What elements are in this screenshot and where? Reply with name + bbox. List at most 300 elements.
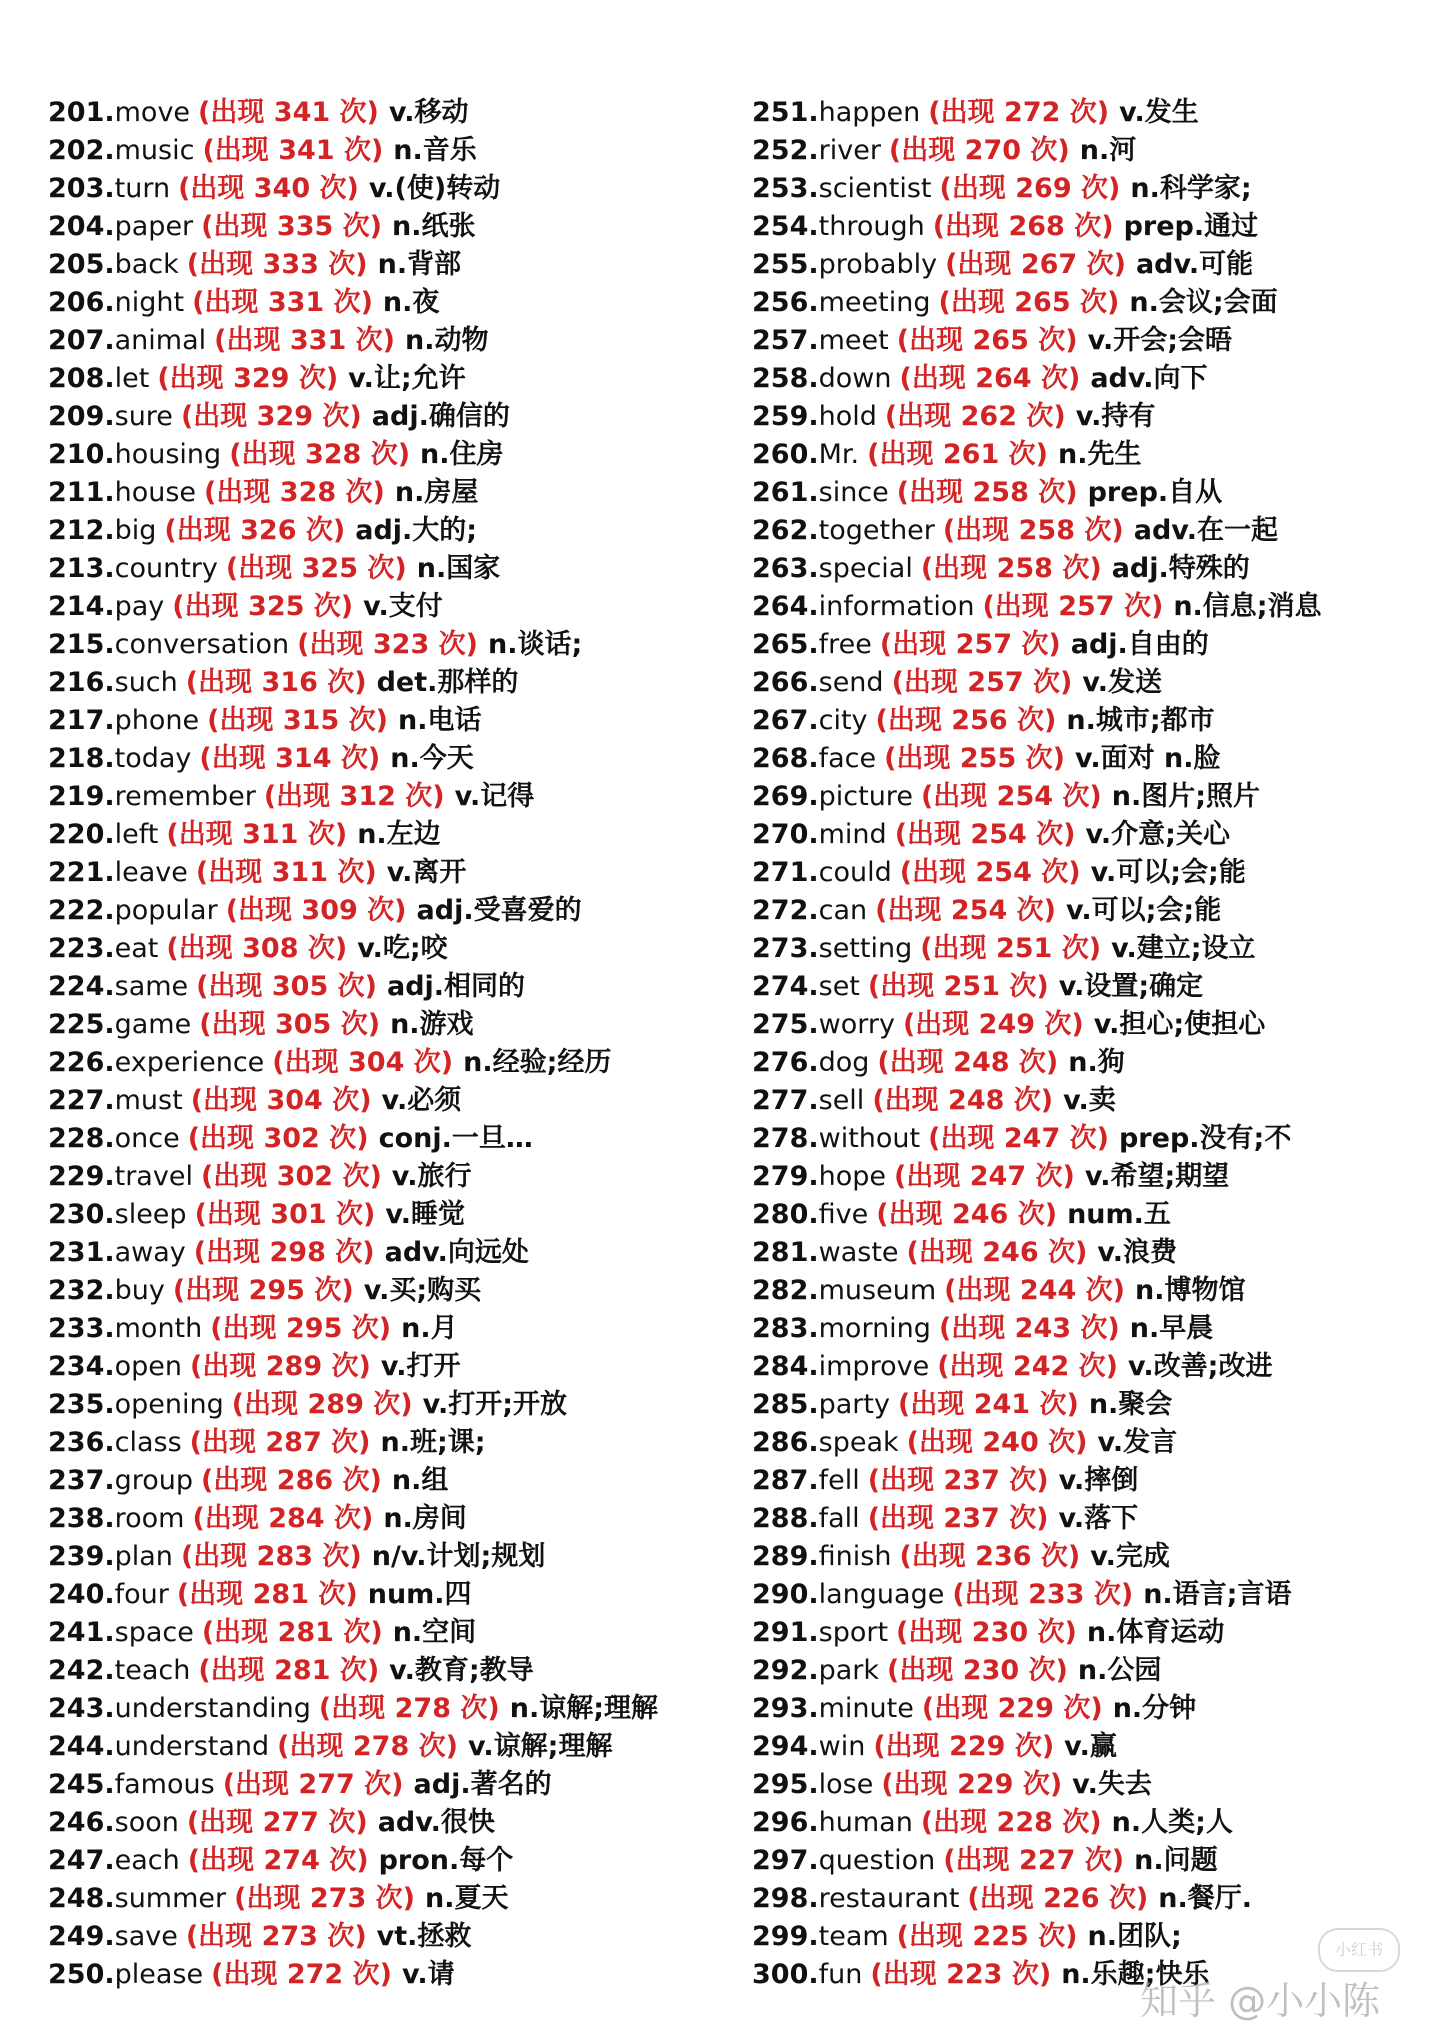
vocab-entry bbox=[752, 132, 1322, 170]
entry-number: 201. bbox=[48, 97, 115, 128]
entry-definition: adj.确信的 bbox=[371, 401, 510, 432]
entry-word: month bbox=[114, 1313, 203, 1344]
vocab-entry bbox=[48, 930, 658, 968]
entry-definition: v.建立;设立 bbox=[1111, 933, 1256, 964]
vocab-entry bbox=[48, 626, 658, 664]
entry-frequency: (出现 244 次) bbox=[944, 1275, 1125, 1306]
entry-number: 287. bbox=[752, 1465, 819, 1496]
entry-definition: v.离开 bbox=[386, 857, 467, 888]
vocab-entry bbox=[752, 1120, 1322, 1158]
entry-word: sport bbox=[818, 1617, 889, 1648]
vocab-entry bbox=[752, 1842, 1322, 1880]
entry-frequency: (出现 251 次) bbox=[920, 933, 1102, 964]
entry-word: eat bbox=[114, 933, 159, 964]
vocab-entry bbox=[752, 170, 1322, 208]
entry-word: can bbox=[818, 895, 868, 926]
entry-definition: v.打开;开放 bbox=[422, 1389, 568, 1420]
vocab-entry bbox=[48, 1082, 658, 1120]
entry-definition: n.住房 bbox=[420, 439, 504, 470]
entry-frequency: (出现 226 次) bbox=[967, 1883, 1149, 1914]
entry-number: 254. bbox=[752, 211, 819, 242]
vocab-entry bbox=[48, 512, 658, 550]
vocab-entry bbox=[752, 398, 1322, 436]
entry-number: 232. bbox=[48, 1275, 115, 1306]
entry-definition: n.早晨 bbox=[1129, 1313, 1214, 1344]
entry-definition: adv.在一起 bbox=[1133, 515, 1278, 546]
entry-frequency: (出现 255 次) bbox=[884, 743, 1065, 774]
entry-frequency: (出现 301 次) bbox=[194, 1199, 376, 1230]
entry-word: four bbox=[114, 1579, 169, 1610]
vocab-entry bbox=[48, 284, 658, 322]
entry-frequency: (出现 243 次) bbox=[938, 1313, 1120, 1344]
entry-frequency: (出现 281 次) bbox=[176, 1579, 358, 1610]
entry-word: waste bbox=[818, 1237, 899, 1268]
entry-frequency: (出现 240 次) bbox=[906, 1427, 1088, 1458]
entry-definition: det.那样的 bbox=[376, 667, 519, 698]
entry-definition: n/v.计划;规划 bbox=[371, 1541, 546, 1572]
entry-frequency: (出现 340 次) bbox=[178, 173, 359, 204]
entry-definition: prep.通过 bbox=[1123, 211, 1259, 242]
entry-number: 293. bbox=[752, 1693, 819, 1724]
entry-number: 231. bbox=[48, 1237, 115, 1268]
entry-frequency: (出现 281 次) bbox=[198, 1655, 380, 1686]
entry-definition: v.买;购买 bbox=[363, 1275, 482, 1306]
entry-word: mind bbox=[818, 819, 887, 850]
entry-word: through bbox=[818, 211, 925, 242]
vocab-entry bbox=[48, 1462, 658, 1500]
entry-definition: n.问题 bbox=[1134, 1845, 1218, 1876]
entry-number: 213. bbox=[48, 553, 115, 584]
vocab-entry bbox=[752, 246, 1322, 284]
entry-word: paper bbox=[114, 211, 194, 242]
entry-definition: v.面对 n.脸 bbox=[1074, 743, 1221, 774]
vocab-entry bbox=[752, 626, 1322, 664]
entry-frequency: (出现 237 次) bbox=[867, 1465, 1049, 1496]
vocab-entry bbox=[752, 360, 1322, 398]
entry-definition: v.教育;教导 bbox=[389, 1655, 534, 1686]
entry-definition: num.四 bbox=[367, 1579, 472, 1610]
entry-definition: conj.一旦… bbox=[378, 1123, 533, 1154]
entry-number: 241. bbox=[48, 1617, 115, 1648]
entry-definition: adj.受喜爱的 bbox=[416, 895, 582, 926]
entry-definition: v.希望;期望 bbox=[1084, 1161, 1230, 1192]
entry-number: 225. bbox=[48, 1009, 115, 1040]
entry-number: 275. bbox=[752, 1009, 819, 1040]
vocab-entry bbox=[48, 360, 658, 398]
vocab-entry bbox=[48, 1234, 658, 1272]
entry-word: room bbox=[114, 1503, 185, 1534]
vocab-entry bbox=[48, 1576, 658, 1614]
entry-definition: n.先生 bbox=[1057, 439, 1142, 470]
vocab-entry bbox=[752, 550, 1322, 588]
entry-number: 286. bbox=[752, 1427, 819, 1458]
entry-frequency: (出现 328 次) bbox=[229, 439, 411, 470]
entry-frequency: (出现 331 次) bbox=[214, 325, 395, 356]
entry-definition: n.班;课; bbox=[380, 1427, 486, 1458]
entry-frequency: (出现 277 次) bbox=[222, 1769, 404, 1800]
entry-definition: v.旅行 bbox=[391, 1161, 472, 1192]
entry-word: hold bbox=[818, 401, 877, 432]
entry-definition: adj.相同的 bbox=[387, 971, 526, 1002]
entry-word: space bbox=[114, 1617, 194, 1648]
vocab-entry bbox=[752, 968, 1322, 1006]
entry-definition: v.发言 bbox=[1097, 1427, 1178, 1458]
entry-frequency: (出现 287 次) bbox=[189, 1427, 371, 1458]
entry-frequency: (出现 323 次) bbox=[297, 629, 478, 660]
vocab-entry bbox=[752, 1272, 1322, 1310]
entry-frequency: (出现 328 次) bbox=[204, 477, 385, 508]
entry-number: 211. bbox=[48, 477, 115, 508]
entry-definition: v.可以;会;能 bbox=[1065, 895, 1222, 926]
entry-frequency: (出现 246 次) bbox=[876, 1199, 1058, 1230]
entry-frequency: (出现 302 次) bbox=[187, 1123, 369, 1154]
entry-word: please bbox=[114, 1959, 204, 1990]
vocab-entry bbox=[752, 1804, 1322, 1842]
vocab-column-left bbox=[48, 94, 658, 1994]
vocab-entry bbox=[48, 1842, 658, 1880]
entry-number: 298. bbox=[752, 1883, 819, 1914]
entry-frequency: (出现 312 次) bbox=[263, 781, 445, 812]
entry-word: famous bbox=[114, 1769, 215, 1800]
entry-frequency: (出现 304 次) bbox=[272, 1047, 454, 1078]
vocab-entry bbox=[752, 1082, 1322, 1120]
entry-definition: n.乐趣;快乐 bbox=[1061, 1959, 1210, 1990]
vocab-entry bbox=[48, 436, 658, 474]
entry-number: 272. bbox=[752, 895, 819, 926]
entry-frequency: (出现 308 次) bbox=[166, 933, 348, 964]
entry-word: dog bbox=[818, 1047, 870, 1078]
entry-word: happen bbox=[818, 97, 921, 128]
entry-frequency: (出现 268 次) bbox=[932, 211, 1114, 242]
entry-number: 296. bbox=[752, 1807, 819, 1838]
entry-definition: n.会议;会面 bbox=[1129, 287, 1278, 318]
vocab-entry bbox=[48, 474, 658, 512]
entry-frequency: (出现 309 次) bbox=[225, 895, 407, 926]
entry-number: 281. bbox=[752, 1237, 819, 1268]
vocab-entry bbox=[48, 968, 658, 1006]
entry-number: 237. bbox=[48, 1465, 115, 1496]
vocab-entry bbox=[752, 208, 1322, 246]
entry-definition: n.国家 bbox=[416, 553, 501, 584]
entry-word: language bbox=[818, 1579, 945, 1610]
entry-word: scientist bbox=[818, 173, 932, 204]
entry-number: 223. bbox=[48, 933, 115, 964]
vocab-entry bbox=[48, 1120, 658, 1158]
entry-number: 219. bbox=[48, 781, 115, 812]
entry-number: 229. bbox=[48, 1161, 115, 1192]
entry-number: 248. bbox=[48, 1883, 115, 1914]
vocab-entry bbox=[48, 1538, 658, 1576]
entry-number: 233. bbox=[48, 1313, 115, 1344]
entry-word: together bbox=[818, 515, 935, 546]
entry-definition: n.今天 bbox=[390, 743, 474, 774]
entry-word: animal bbox=[114, 325, 207, 356]
entry-word: win bbox=[818, 1731, 866, 1762]
entry-definition: v.发送 bbox=[1082, 667, 1163, 698]
entry-definition: n.河 bbox=[1079, 135, 1137, 166]
entry-word: river bbox=[818, 135, 881, 166]
entry-number: 262. bbox=[752, 515, 819, 546]
entry-frequency: (出现 316 次) bbox=[185, 667, 367, 698]
entry-word: meeting bbox=[818, 287, 931, 318]
vocab-entry bbox=[48, 1804, 658, 1842]
vocab-entry bbox=[752, 1614, 1322, 1652]
entry-definition: n.夏天 bbox=[424, 1883, 509, 1914]
entry-number: 280. bbox=[752, 1199, 819, 1230]
entry-word: picture bbox=[818, 781, 913, 812]
entry-definition: v.摔倒 bbox=[1058, 1465, 1139, 1496]
entry-number: 243. bbox=[48, 1693, 115, 1724]
entry-definition: v.持有 bbox=[1075, 401, 1156, 432]
vocab-entry bbox=[752, 1006, 1322, 1044]
entry-frequency: (出现 289 次) bbox=[231, 1389, 413, 1420]
vocab-entry bbox=[48, 1880, 658, 1918]
entry-number: 221. bbox=[48, 857, 115, 888]
entry-definition: v.发生 bbox=[1119, 97, 1199, 128]
entry-number: 224. bbox=[48, 971, 115, 1002]
entry-number: 291. bbox=[752, 1617, 819, 1648]
vocab-entry bbox=[48, 664, 658, 702]
entry-word: same bbox=[114, 971, 189, 1002]
entry-number: 279. bbox=[752, 1161, 819, 1192]
entry-word: Mr. bbox=[818, 439, 860, 470]
entry-word: minute bbox=[818, 1693, 914, 1724]
vocab-entry bbox=[752, 1690, 1322, 1728]
vocab-entry bbox=[752, 322, 1322, 360]
vocab-entry bbox=[48, 550, 658, 588]
entry-definition: v.可以;会;能 bbox=[1090, 857, 1246, 888]
entry-definition: v.支付 bbox=[363, 591, 443, 622]
entry-definition: adv.向远处 bbox=[384, 1237, 529, 1268]
entry-frequency: (出现 257 次) bbox=[982, 591, 1164, 622]
entry-number: 278. bbox=[752, 1123, 819, 1154]
entry-number: 247. bbox=[48, 1845, 115, 1876]
entry-definition: adv.很快 bbox=[377, 1807, 495, 1838]
entry-definition: n.语言;言语 bbox=[1143, 1579, 1292, 1610]
vocab-entry bbox=[48, 398, 658, 436]
entry-word: save bbox=[114, 1921, 178, 1952]
entry-word: understanding bbox=[114, 1693, 311, 1724]
entry-definition: n.餐厅. bbox=[1158, 1883, 1252, 1914]
entry-definition: n.聚会 bbox=[1088, 1389, 1173, 1420]
entry-word: send bbox=[818, 667, 884, 698]
entry-number: 226. bbox=[48, 1047, 115, 1078]
entry-number: 240. bbox=[48, 1579, 115, 1610]
vocab-entry bbox=[752, 436, 1322, 474]
entry-frequency: (出现 265 次) bbox=[938, 287, 1120, 318]
entry-word: improve bbox=[818, 1351, 930, 1382]
entry-frequency: (出现 273 次) bbox=[185, 1921, 367, 1952]
entry-definition: adj.著名的 bbox=[413, 1769, 552, 1800]
entry-word: open bbox=[114, 1351, 183, 1382]
entry-number: 292. bbox=[752, 1655, 819, 1686]
entry-word: housing bbox=[114, 439, 222, 470]
entry-number: 264. bbox=[752, 591, 819, 622]
entry-definition: v.赢 bbox=[1064, 1731, 1117, 1762]
vocab-entry bbox=[752, 1310, 1322, 1348]
entry-frequency: (出现 251 次) bbox=[867, 971, 1049, 1002]
entry-definition: n.音乐 bbox=[393, 135, 477, 166]
entry-word: could bbox=[818, 857, 892, 888]
entry-frequency: (出现 258 次) bbox=[896, 477, 1078, 508]
vocab-entry bbox=[48, 1310, 658, 1348]
entry-frequency: (出现 229 次) bbox=[881, 1769, 1063, 1800]
entry-frequency: (出现 315 次) bbox=[207, 705, 388, 736]
entry-number: 266. bbox=[752, 667, 819, 698]
entry-definition: num.五 bbox=[1067, 1199, 1171, 1230]
entry-frequency: (出现 261 次) bbox=[867, 439, 1048, 470]
entry-number: 299. bbox=[752, 1921, 819, 1952]
entry-number: 269. bbox=[752, 781, 819, 812]
vocab-entry bbox=[48, 1272, 658, 1310]
vocab-entry bbox=[752, 1652, 1322, 1690]
entry-definition: v.请 bbox=[401, 1959, 455, 1990]
entry-number: 235. bbox=[48, 1389, 115, 1420]
entry-definition: n.房间 bbox=[383, 1503, 467, 1534]
vocab-entry bbox=[752, 588, 1322, 626]
entry-definition: n.城市;都市 bbox=[1066, 705, 1215, 736]
entry-number: 267. bbox=[752, 705, 819, 736]
entry-frequency: (出现 248 次) bbox=[872, 1085, 1054, 1116]
entry-word: each bbox=[114, 1845, 180, 1876]
entry-frequency: (出现 305 次) bbox=[199, 1009, 381, 1040]
entry-frequency: (出现 229 次) bbox=[873, 1731, 1055, 1762]
entry-definition: v.(使)转动 bbox=[368, 173, 501, 204]
entry-frequency: (出现 286 次) bbox=[201, 1465, 382, 1496]
entry-frequency: (出现 256 次) bbox=[875, 705, 1057, 736]
entry-word: such bbox=[114, 667, 178, 698]
entry-number: 210. bbox=[48, 439, 115, 470]
entry-number: 216. bbox=[48, 667, 115, 698]
entry-number: 236. bbox=[48, 1427, 115, 1458]
entry-number: 284. bbox=[752, 1351, 819, 1382]
entry-number: 214. bbox=[48, 591, 115, 622]
vocab-entry bbox=[752, 1728, 1322, 1766]
vocab-entry bbox=[48, 1158, 658, 1196]
vocab-entry bbox=[48, 208, 658, 246]
entry-frequency: (出现 254 次) bbox=[875, 895, 1056, 926]
entry-frequency: (出现 311 次) bbox=[166, 819, 348, 850]
entry-definition: prep.自从 bbox=[1087, 477, 1223, 508]
vocab-entry bbox=[752, 1196, 1322, 1234]
entry-frequency: (出现 269 次) bbox=[939, 173, 1121, 204]
vocab-entry bbox=[752, 892, 1322, 930]
entry-definition: adj.大的; bbox=[355, 515, 478, 546]
entry-frequency: (出现 277 次) bbox=[186, 1807, 368, 1838]
entry-number: 238. bbox=[48, 1503, 115, 1534]
entry-number: 297. bbox=[752, 1845, 819, 1876]
entry-word: conversation bbox=[114, 629, 290, 660]
entry-definition: n.公园 bbox=[1077, 1655, 1162, 1686]
entry-word: pay bbox=[114, 591, 165, 622]
entry-word: down bbox=[818, 363, 892, 394]
entry-frequency: (出现 331 次) bbox=[192, 287, 373, 318]
entry-frequency: (出现 284 次) bbox=[192, 1503, 374, 1534]
entry-number: 203. bbox=[48, 173, 115, 204]
entry-word: without bbox=[818, 1123, 921, 1154]
entry-word: back bbox=[114, 249, 179, 280]
entry-word: restaurant bbox=[818, 1883, 960, 1914]
entry-frequency: (出现 281 次) bbox=[201, 1617, 383, 1648]
vocab-entry bbox=[752, 1918, 1322, 1956]
vocab-entry bbox=[752, 816, 1322, 854]
entry-word: worry bbox=[818, 1009, 895, 1040]
vocab-entry bbox=[48, 1500, 658, 1538]
vocab-entry bbox=[48, 1424, 658, 1462]
entry-definition: v.完成 bbox=[1090, 1541, 1170, 1572]
entry-definition: v.打开 bbox=[380, 1351, 461, 1382]
entry-number: 239. bbox=[48, 1541, 115, 1572]
vocab-entry bbox=[48, 132, 658, 170]
entry-word: team bbox=[818, 1921, 889, 1952]
entry-number: 204. bbox=[48, 211, 115, 242]
entry-word: fall bbox=[818, 1503, 860, 1534]
vocab-entry bbox=[752, 512, 1322, 550]
entry-word: special bbox=[818, 553, 913, 584]
entry-definition: n.背部 bbox=[377, 249, 462, 280]
entry-word: plan bbox=[114, 1541, 173, 1572]
entry-number: 277. bbox=[752, 1085, 819, 1116]
entry-number: 273. bbox=[752, 933, 819, 964]
entry-word: museum bbox=[818, 1275, 937, 1306]
vocab-entry bbox=[752, 930, 1322, 968]
entry-word: big bbox=[114, 515, 157, 546]
entry-frequency: (出现 273 次) bbox=[234, 1883, 415, 1914]
entry-frequency: (出现 247 次) bbox=[928, 1123, 1109, 1154]
entry-word: information bbox=[818, 591, 975, 622]
entry-frequency: (出现 278 次) bbox=[318, 1693, 500, 1724]
entry-frequency: (出现 254 次) bbox=[894, 819, 1076, 850]
entry-definition: adv.可能 bbox=[1135, 249, 1254, 280]
entry-frequency: (出现 246 次) bbox=[906, 1237, 1088, 1268]
entry-number: 228. bbox=[48, 1123, 115, 1154]
vocab-entry bbox=[48, 1918, 658, 1956]
vocab-entry bbox=[48, 1652, 658, 1690]
entry-definition: adj.特殊的 bbox=[1111, 553, 1250, 584]
entry-definition: n.狗 bbox=[1068, 1047, 1125, 1078]
entry-definition: v.睡觉 bbox=[385, 1199, 466, 1230]
entry-frequency: (出现 247 次) bbox=[894, 1161, 1075, 1192]
entry-frequency: (出现 289 次) bbox=[190, 1351, 371, 1382]
entry-word: free bbox=[818, 629, 872, 660]
entry-word: night bbox=[114, 287, 185, 318]
vocab-entry bbox=[48, 1956, 658, 1994]
entry-word: game bbox=[114, 1009, 192, 1040]
entry-number: 218. bbox=[48, 743, 115, 774]
entry-definition: adj.自由的 bbox=[1070, 629, 1209, 660]
entry-word: leave bbox=[114, 857, 188, 888]
entry-number: 265. bbox=[752, 629, 819, 660]
vocab-entry bbox=[48, 816, 658, 854]
entry-number: 276. bbox=[752, 1047, 819, 1078]
entry-frequency: (出现 230 次) bbox=[887, 1655, 1068, 1686]
entry-word: five bbox=[818, 1199, 869, 1230]
entry-definition: n.纸张 bbox=[392, 211, 476, 242]
entry-word: phone bbox=[114, 705, 200, 736]
entry-frequency: (出现 272 次) bbox=[928, 97, 1110, 128]
entry-frequency: (出现 267 次) bbox=[945, 249, 1126, 280]
vocab-entry bbox=[752, 1500, 1322, 1538]
entry-word: meet bbox=[818, 325, 889, 356]
entry-definition: n.月 bbox=[401, 1313, 458, 1344]
vocab-entry bbox=[752, 1880, 1322, 1918]
entry-word: group bbox=[114, 1465, 194, 1496]
entry-number: 217. bbox=[48, 705, 115, 736]
entry-word: set bbox=[818, 971, 860, 1002]
entry-number: 208. bbox=[48, 363, 115, 394]
entry-frequency: (出现 335 次) bbox=[201, 211, 383, 242]
entry-number: 257. bbox=[752, 325, 819, 356]
